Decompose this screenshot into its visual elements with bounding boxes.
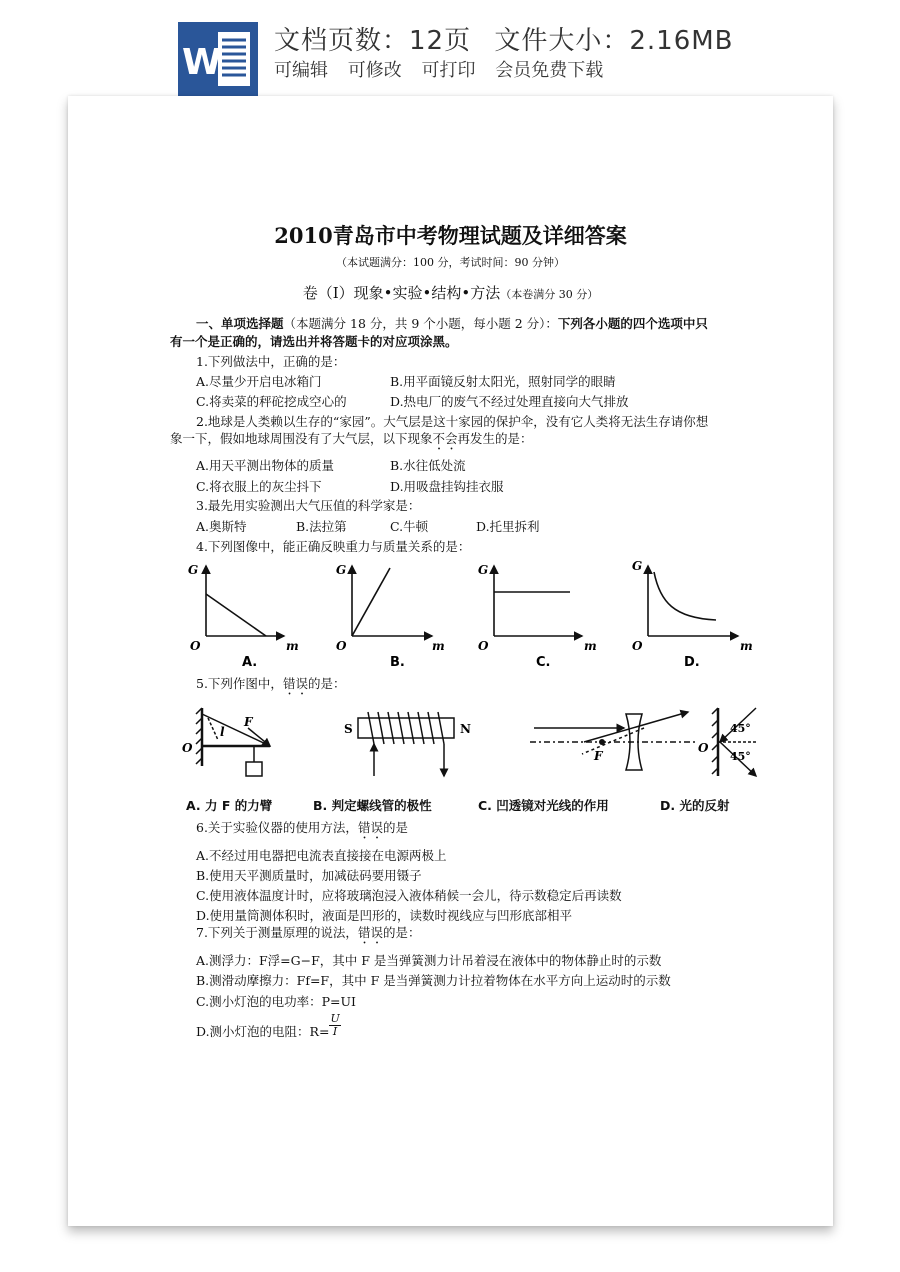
q5-stem-part1: 5.下列作图中，	[196, 676, 283, 691]
graph-d-origin: O	[632, 639, 643, 653]
q2-stem-line1: 2.地球是人类赖以生存的“家园”。大气层是这十家园的保护伞，没有它人类将无法生存请你想	[196, 414, 709, 429]
fig-b-south-label: S	[344, 722, 353, 736]
feature-modifiable: 可修改	[347, 60, 402, 81]
graph-a	[206, 566, 284, 636]
q1-option-b: B.用平面镜反射太阳光，照射同学的眼睛	[390, 374, 616, 389]
fig-b-solenoid	[358, 712, 454, 776]
q5-stem	[196, 676, 345, 698]
section-instruction-b: 有一个是正确的，请选出并将答题卡的对应项涂黑。	[170, 334, 458, 349]
section-note: （本题满分 18 分，共 9 个小题，每小题 2 分）：	[283, 316, 558, 331]
fraction-numerator: U	[330, 1012, 340, 1025]
volume-note: （本卷满分 30 分）	[500, 288, 599, 301]
q6-option-d: D.使用量筒测体积时，液面是凹形的，读数时视线应与凹形底部相平	[196, 908, 573, 923]
file-features	[274, 56, 617, 82]
section-instruction-a: 下列各小题的四个选项中只	[557, 316, 708, 331]
fraction-denominator: I	[332, 1025, 338, 1038]
fig-b-caption: B. 判定螺线管的极性	[313, 798, 432, 813]
graph-b-x-label: m	[432, 639, 445, 653]
q2-stem-emphasis: 不会	[432, 431, 458, 446]
fig-d-point-label: O	[698, 741, 709, 755]
graph-d-y-label: G	[632, 559, 643, 573]
q6-option-b: B.使用天平测质量时，加减砝码要用镊子	[196, 868, 422, 883]
q7-stem-part1: 7.下列关于测量原理的说法，	[196, 925, 358, 940]
q4-graphs	[186, 558, 756, 678]
graph-c-origin: O	[478, 639, 489, 653]
q1-option-c: C.将卖菜的秤砣挖成空心的	[196, 394, 347, 409]
q1-option-a: A.尽量少开启电冰箱门	[196, 374, 322, 389]
q2-stem-part3: 再发生的是：	[457, 431, 533, 446]
q6-stem-emphasis: 错误	[357, 820, 383, 835]
exam-info: （本试题满分：100 分，考试时间：90 分钟）	[336, 256, 565, 269]
q3-option-c: C.牛顿	[390, 519, 429, 534]
fig-a-force-label: F	[244, 715, 253, 729]
feature-free-download: 会员免费下载	[495, 60, 604, 81]
fig-d-mirror	[712, 708, 756, 776]
q7-option-a: A.测浮力：F浮=G−F，其中 F 是当弹簧测力计吊着浸在液体中的物体静止时的示数	[196, 953, 662, 968]
file-size: 文件大小：2.16MB	[494, 26, 734, 56]
section-intro	[196, 316, 708, 332]
file-info	[274, 20, 748, 57]
q7-option-d-text: D.测小灯泡的电阻：R=	[196, 1024, 330, 1039]
graph-b-label: B.	[390, 655, 405, 670]
q7-option-d	[196, 1012, 341, 1040]
q2-option-b: B.水往低处流	[390, 458, 466, 473]
volume-title: 卷（Ⅰ）现象•实验•结构•方法	[302, 284, 501, 302]
q5-stem-part3: 的是：	[307, 676, 346, 691]
graph-c-y-label: G	[478, 563, 489, 577]
q2-option-c: C.将衣服上的灰尘抖下	[196, 479, 322, 494]
graph-b-origin: O	[336, 639, 347, 653]
q7-option-c: C.测小灯泡的电功率：P=UI	[196, 994, 356, 1009]
q2-option-a: A.用天平测出物体的质量	[196, 458, 335, 473]
graph-c-label: C.	[536, 655, 551, 670]
section-heading: 一、单项选择题	[196, 316, 284, 331]
graph-b	[352, 566, 432, 636]
q5-stem-emphasis: 错误	[282, 676, 308, 691]
q5-figures	[178, 704, 758, 794]
fig-d-angle-lower: 45°	[730, 750, 751, 763]
fig-c-caption: C. 凹透镜对光线的作用	[478, 798, 609, 813]
graph-a-x-label: m	[286, 639, 299, 653]
q6-stem	[196, 820, 408, 842]
page-count: 文档页数：12页	[274, 26, 472, 56]
q7-stem-part3: 的是：	[382, 925, 421, 940]
volume-heading	[68, 282, 833, 303]
graph-c	[494, 566, 582, 636]
word-document-icon	[178, 22, 258, 96]
page-title: 2010青岛市中考物理试题及详细答案	[274, 223, 627, 248]
q6-option-a: A.不经过用电器把电流表直接接在电源两极上	[196, 848, 447, 863]
q2-stem-part1: 象一下，假如地球周围没有了大气层，以下现象	[170, 431, 433, 446]
q3-stem: 3.最先用实验测出大气压值的科学家是：	[196, 498, 421, 513]
q1-stem: 1.下列做法中，正确的是：	[196, 354, 346, 369]
graph-d-x-label: m	[740, 639, 753, 653]
q6-stem-part3: 的是	[382, 820, 408, 835]
q4-stem: 4.下列图像中，能正确反映重力与质量关系的是：	[196, 539, 471, 554]
fig-a-arm-label: l	[220, 725, 225, 739]
fig-a-pivot-label: O	[182, 741, 193, 755]
q7-option-b: B.测滑动摩擦力：Ff=F，其中 F 是当弹簧测力计拉着物体在水平方向上运动时的示数	[196, 973, 671, 988]
graph-a-y-label: G	[188, 563, 199, 577]
graph-a-label: A.	[242, 655, 258, 670]
graph-c-x-label: m	[584, 639, 597, 653]
feature-printable: 可打印	[421, 60, 476, 81]
graph-a-origin: O	[190, 639, 201, 653]
q1-option-d: D.热电厂的废气不经过处理直接向大气排放	[390, 394, 629, 409]
fig-a-lever	[196, 708, 270, 776]
q3-option-b: B.法拉第	[296, 519, 347, 534]
fig-c-focus-label: F	[594, 749, 603, 763]
fig-d-angle-upper: 45°	[730, 722, 751, 735]
fig-a-caption: A. 力 F 的力臂	[186, 798, 273, 813]
q2-stem-line2	[170, 431, 533, 453]
download-banner	[0, 0, 900, 96]
graph-d-label: D.	[684, 655, 700, 670]
q6-stem-part1: 6.关于实验仪器的使用方法，	[196, 820, 358, 835]
q7-stem-emphasis: 错误	[357, 925, 383, 940]
q3-option-a: A.奥斯特	[196, 519, 247, 534]
graph-b-y-label: G	[336, 563, 347, 577]
fig-b-north-label: N	[460, 722, 471, 736]
q3-option-d: D.托里拆利	[476, 519, 540, 534]
graph-d	[648, 566, 738, 636]
resistance-fraction	[329, 1013, 340, 1038]
document-page	[68, 96, 833, 1226]
q2-option-d: D.用吸盘挂钩挂衣服	[390, 479, 504, 494]
feature-editable: 可编辑	[274, 60, 328, 81]
fig-d-caption: D. 光的反射	[660, 798, 730, 813]
fig-c-focus-point	[599, 739, 605, 745]
q7-stem	[196, 925, 420, 947]
fig-c-lens	[530, 712, 698, 770]
word-icon-letter: W	[182, 42, 222, 83]
q6-option-c: C.使用液体温度计时，应将玻璃泡浸入液体稍候一会儿，待示数稳定后再读数	[196, 888, 622, 903]
